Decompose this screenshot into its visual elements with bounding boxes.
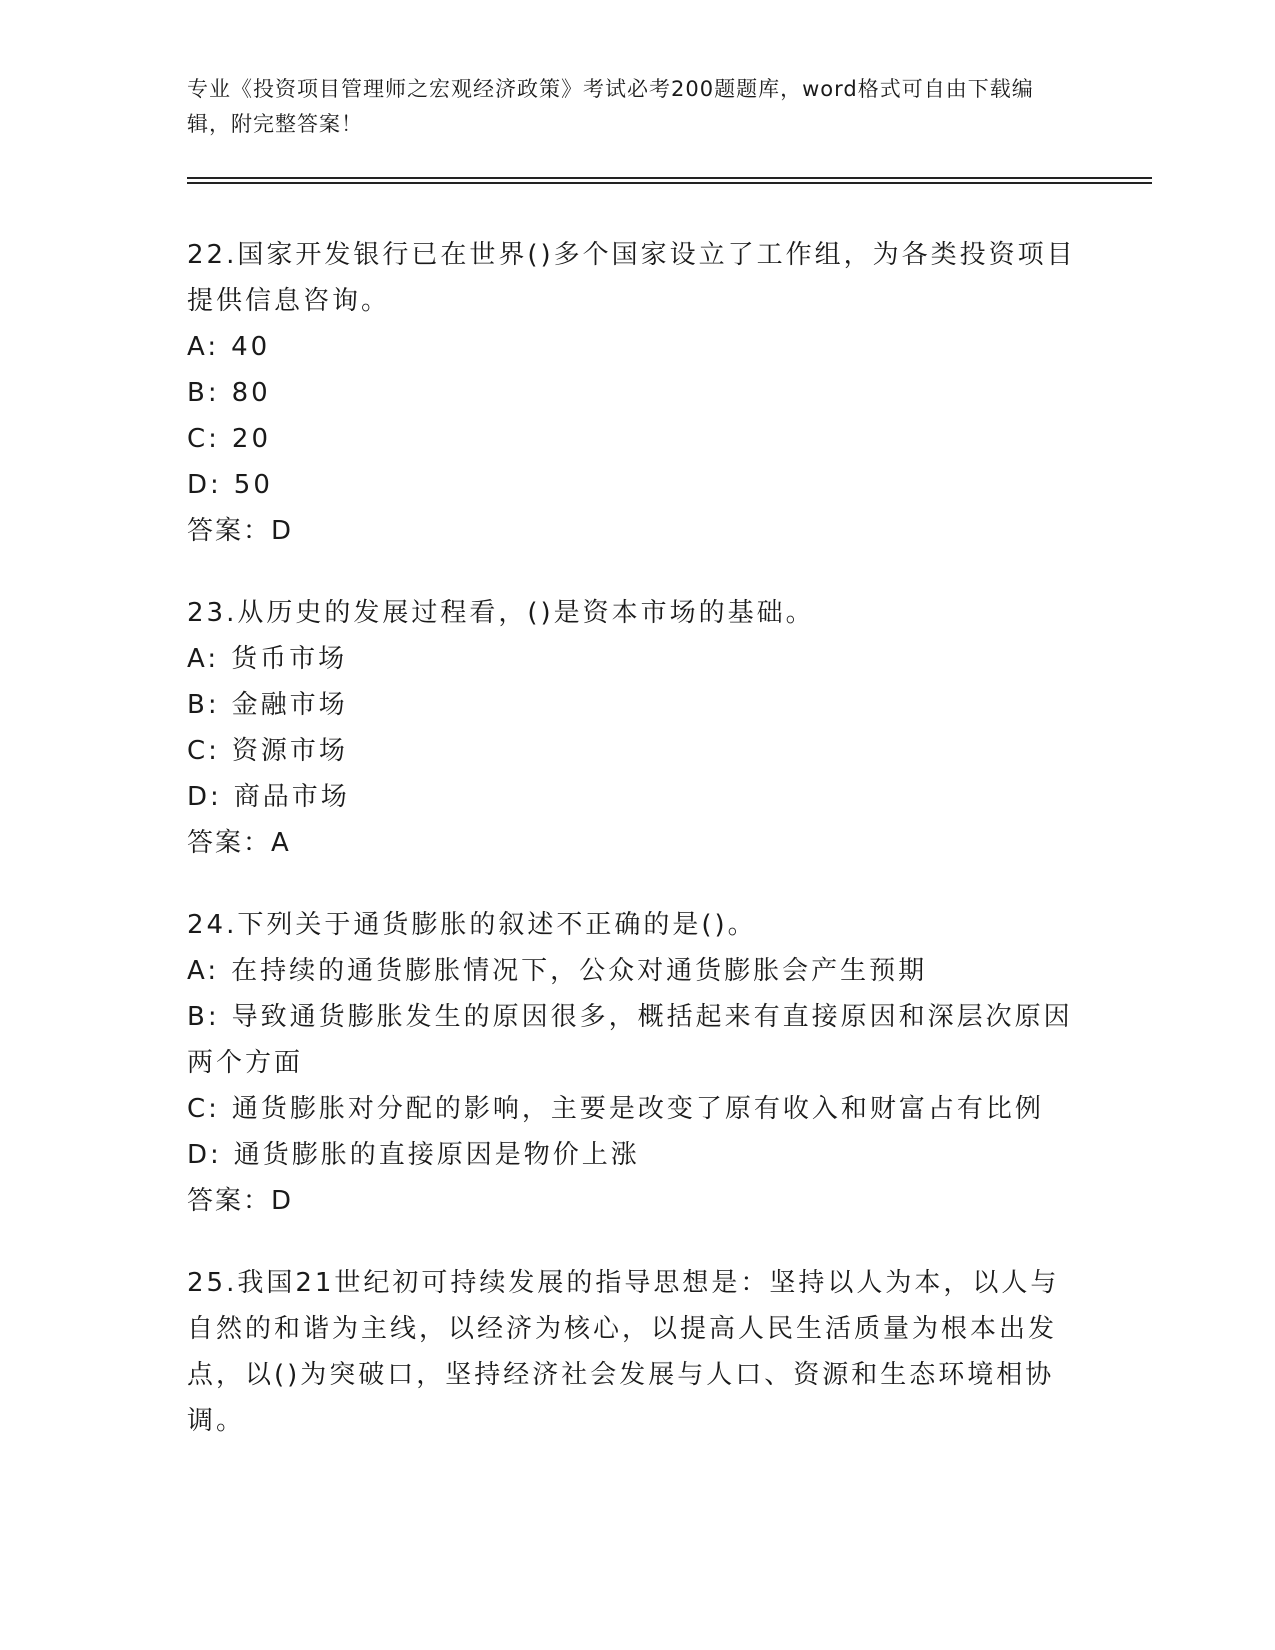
answer-line <box>187 820 1087 866</box>
option-c <box>187 416 1087 462</box>
option-key: D: <box>187 1140 222 1170</box>
option-key: C: <box>187 1094 220 1124</box>
option-c <box>187 1086 1087 1132</box>
option-b <box>187 994 1087 1086</box>
question-23 <box>187 590 1087 866</box>
option-key: B: <box>187 1002 220 1032</box>
option-d <box>187 1132 1087 1178</box>
question-stem: 23.从历史的发展过程看，()是资本市场的基础。 <box>187 598 815 628</box>
option-text: 资源市场 <box>231 736 348 766</box>
answer-label: 答案： <box>187 516 272 546</box>
option-text: 80 <box>231 378 271 408</box>
question-stem: 24.下列关于通货膨胀的叙述不正确的是()。 <box>187 910 757 940</box>
question-list <box>187 232 1087 1480</box>
option-a <box>187 636 1087 682</box>
header-divider-bottom <box>187 182 1152 184</box>
option-text: 20 <box>231 424 272 454</box>
option-d <box>187 462 1087 508</box>
option-key: A: <box>187 644 220 674</box>
option-text: 在持续的通货膨胀情况下，公众对通货膨胀会产生预期 <box>231 956 928 986</box>
question-22 <box>187 232 1087 554</box>
option-b <box>187 682 1087 728</box>
option-key: D: <box>187 470 222 500</box>
answer-label: 答案： <box>187 1186 272 1216</box>
answer-line <box>187 1178 1087 1224</box>
answer-value: A <box>271 828 292 858</box>
option-text: 货币市场 <box>231 644 348 674</box>
option-b <box>187 370 1087 416</box>
option-key: A: <box>187 332 220 362</box>
option-text: 50 <box>233 470 273 500</box>
answer-line <box>187 508 1087 554</box>
answer-value: D <box>271 516 295 546</box>
option-key: B: <box>187 378 220 408</box>
question-stem: 25.我国21世纪初可持续发展的指导思想是：坚持以人为本，以人与自然的和谐为主线，以经济为核心，以提高人民生活质量为根本出发点，以()为突破口，坚持经济社会发展与人口、资源和生态环境相协调。 <box>187 1268 1060 1436</box>
question-stem: 22.国家开发银行已在世界()多个国家设立了工作组，为各类投资项目提供信息咨询。 <box>187 240 1076 316</box>
question-24 <box>187 902 1087 1224</box>
option-text: 导致通货膨胀发生的原因很多，概括起来有直接原因和深层次原因两个方面 <box>187 1002 1073 1078</box>
option-text: 40 <box>231 332 271 362</box>
option-key: B: <box>187 690 220 720</box>
option-text: 金融市场 <box>231 690 348 720</box>
option-text: 商品市场 <box>233 782 350 812</box>
option-key: A: <box>187 956 220 986</box>
header-divider-top <box>187 177 1152 179</box>
answer-label: 答案： <box>187 828 272 858</box>
option-a <box>187 324 1087 370</box>
answer-value: D <box>271 1186 295 1216</box>
option-key: C: <box>187 736 220 766</box>
question-25 <box>187 1260 1087 1444</box>
option-key: C: <box>187 424 220 454</box>
option-c <box>187 728 1087 774</box>
option-a <box>187 948 1087 994</box>
document-header: 专业《投资项目管理师之宏观经济政策》考试必考200题题库，word格式可自由下载编辑，附完整答案！ <box>187 77 1034 136</box>
option-text: 通货膨胀的直接原因是物价上涨 <box>233 1140 640 1170</box>
option-text: 通货膨胀对分配的影响，主要是改变了原有收入和财富占有比例 <box>231 1094 1044 1124</box>
option-d <box>187 774 1087 820</box>
option-key: D: <box>187 782 222 812</box>
